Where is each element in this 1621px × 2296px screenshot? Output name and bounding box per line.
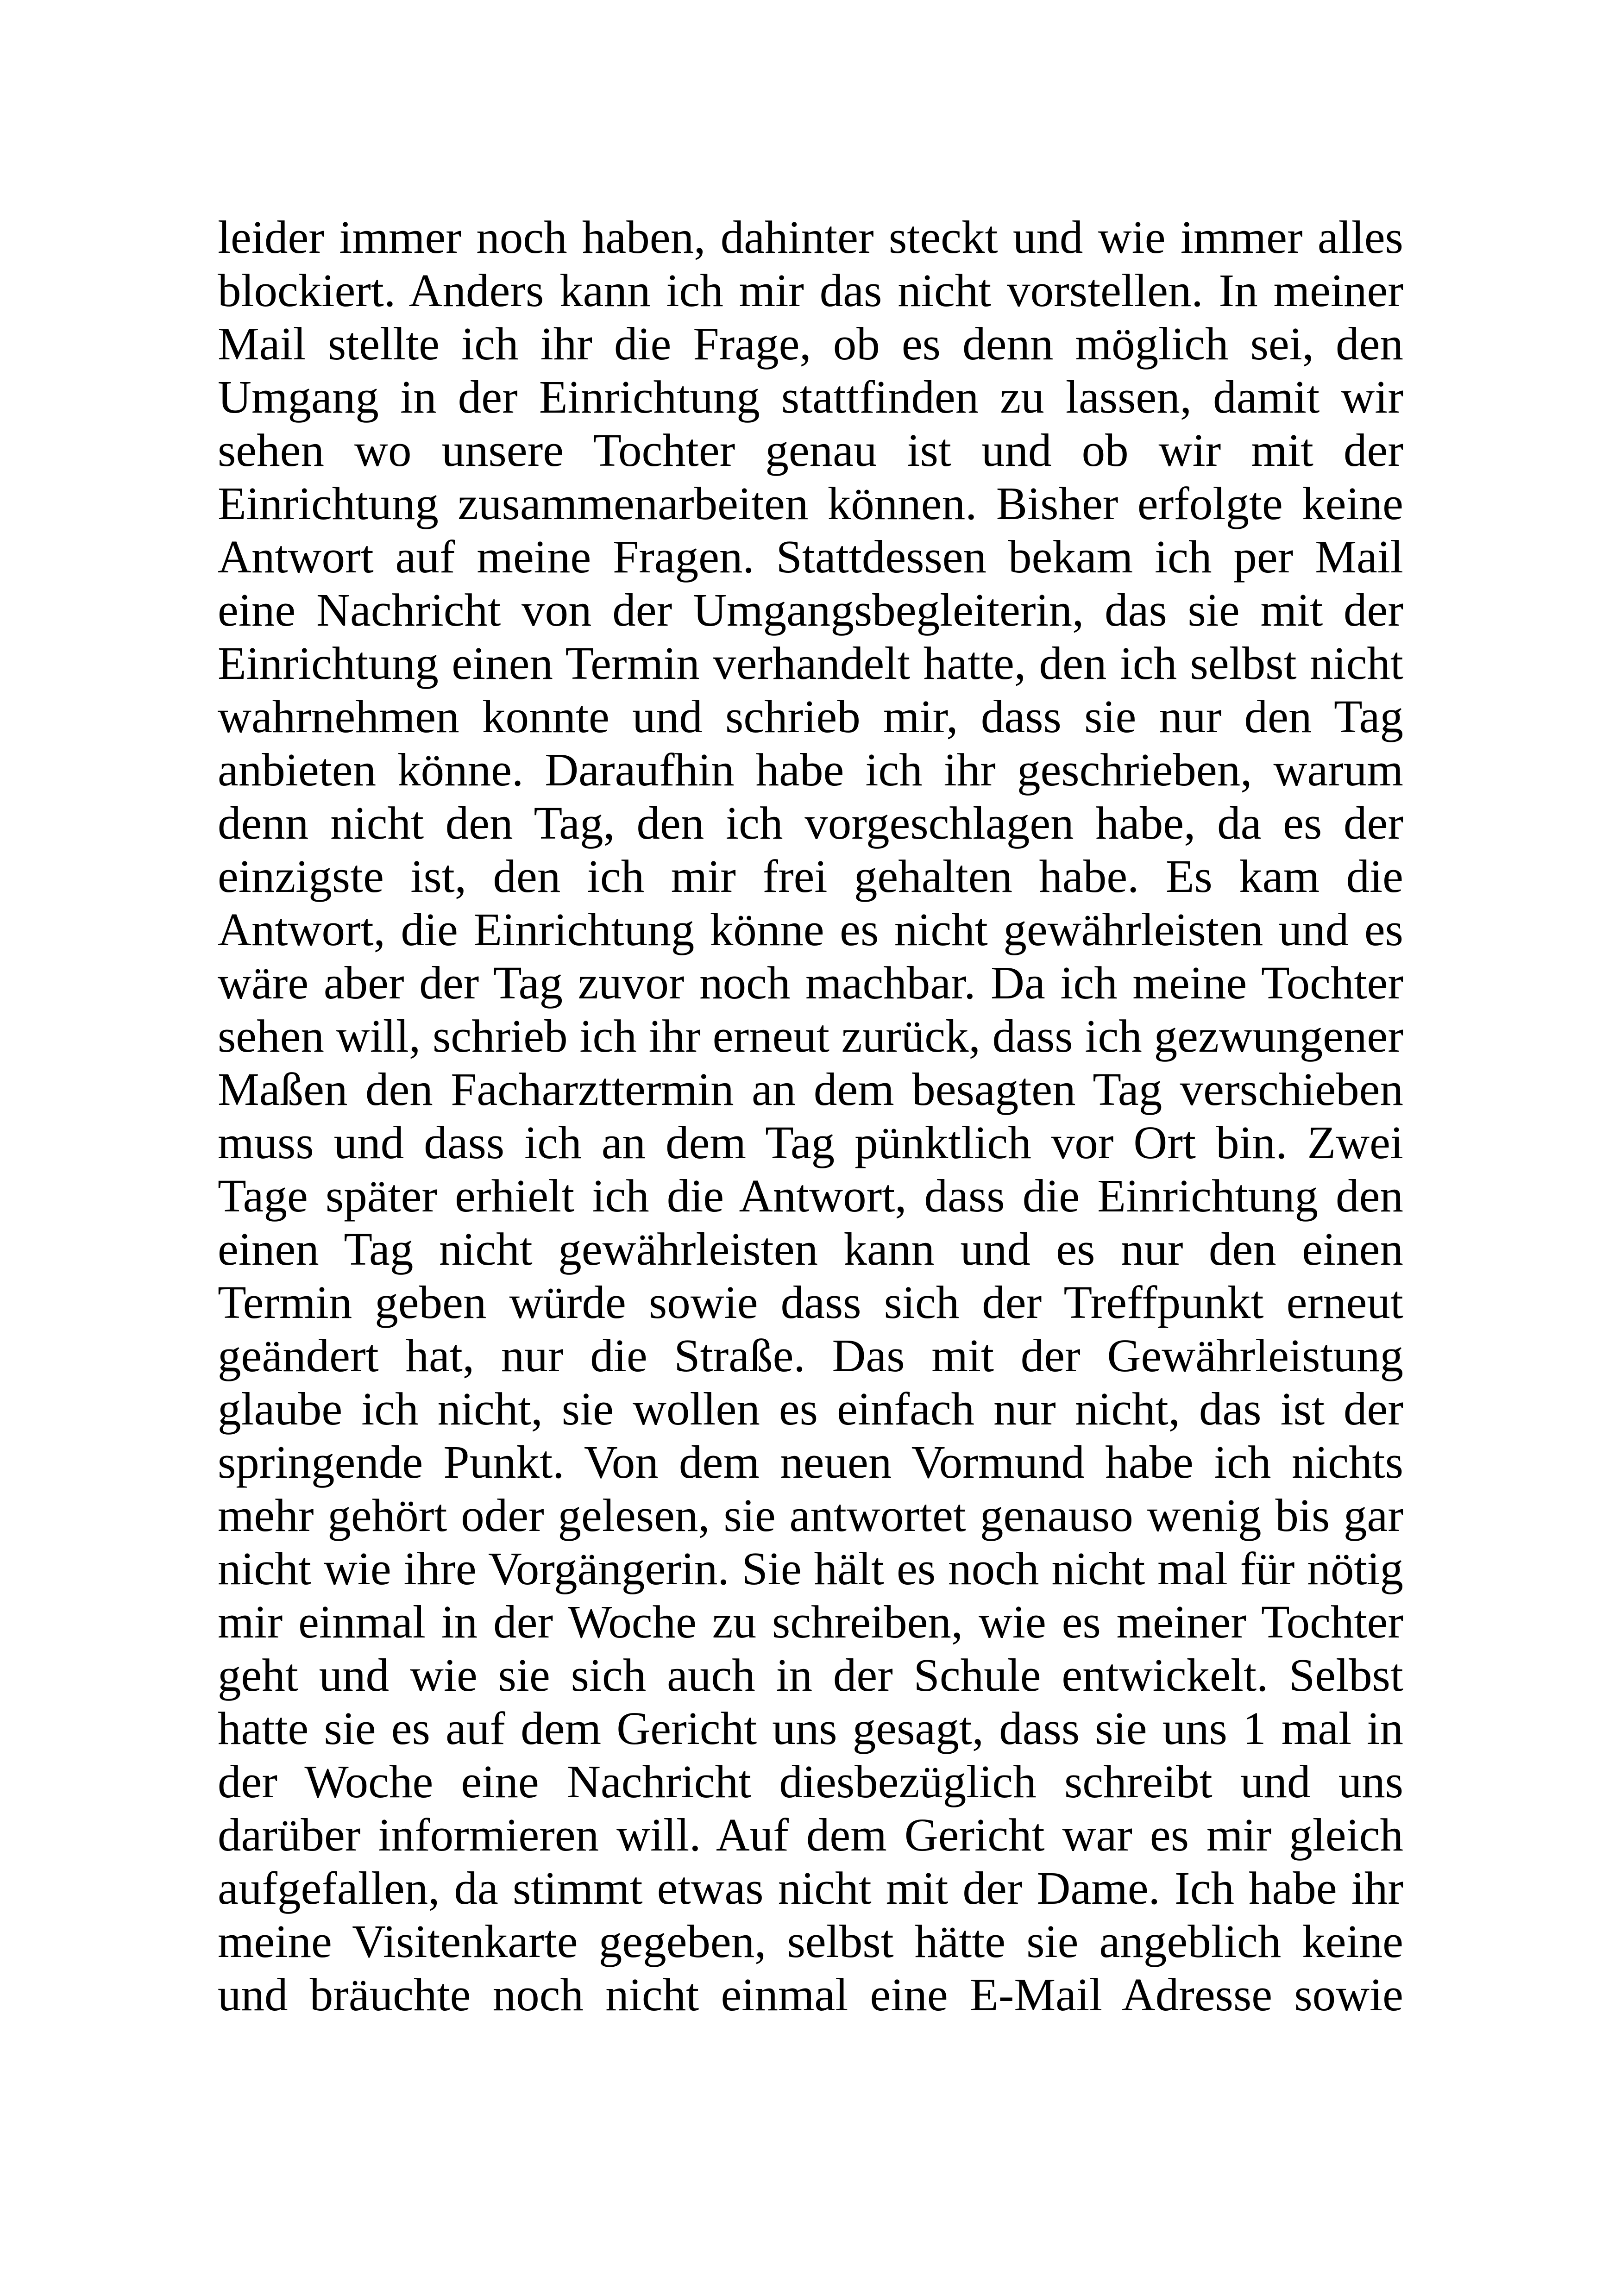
text-line: einzigste ist, den ich mir frei gehalten habe. Es kam die <box>218 850 1403 902</box>
text-line: eine Nachricht von der Umgangsbegleiterin, das sie mit der <box>218 584 1403 636</box>
text-line: Antwort auf meine Fragen. Stattdessen bekam ich per Mail <box>218 531 1403 583</box>
text-line: glaube ich nicht, sie wollen es einfach nur nicht, das ist der <box>218 1383 1403 1435</box>
text-line: der Woche eine Nachricht diesbezüglich schreibt und uns <box>218 1756 1403 1807</box>
text-line: Einrichtung zusammenarbeiten können. Bisher erfolgte keine <box>218 477 1403 529</box>
text-line: Einrichtung einen Termin verhandelt hatte, den ich selbst nicht <box>218 637 1403 689</box>
text-line: Tage später erhielt ich die Antwort, dass die Einrichtung den <box>218 1170 1403 1222</box>
text-line: springende Punkt. Von dem neuen Vormund habe ich nichts <box>218 1436 1403 1488</box>
text-line: mehr gehört oder gelesen, sie antwortet genauso wenig bis gar <box>218 1489 1403 1541</box>
text-line: Maßen den Facharzttermin an dem besagten Tag verschieben <box>218 1063 1403 1115</box>
text-line: Antwort, die Einrichtung könne es nicht gewährleisten und es <box>218 903 1403 955</box>
text-line: Mail stellte ich ihr die Frage, ob es denn möglich sei, den <box>218 318 1403 370</box>
text-line: denn nicht den Tag, den ich vorgeschlagen habe, da es der <box>218 797 1403 849</box>
text-line: Termin geben würde sowie dass sich der Treffpunkt erneut <box>218 1276 1403 1328</box>
text-line: sehen will, schrieb ich ihr erneut zurück, dass ich gezwungener <box>218 1010 1403 1062</box>
text-line: hatte sie es auf dem Gericht uns gesagt, dass sie uns 1 mal in <box>218 1702 1403 1754</box>
text-line: meine Visitenkarte gegeben, selbst hätte sie angeblich keine <box>218 1915 1403 1967</box>
text-line: nicht wie ihre Vorgängerin. Sie hält es noch nicht mal für nötig <box>218 1543 1403 1594</box>
text-line: mir einmal in der Woche zu schreiben, wie es meiner Tochter <box>218 1596 1403 1648</box>
text-line: wäre aber der Tag zuvor noch machbar. Da ich meine Tochter <box>218 957 1403 1009</box>
text-line: geht und wie sie sich auch in der Schule entwickelt. Selbst <box>218 1649 1403 1701</box>
text-line: leider immer noch haben, dahinter steckt und wie immer alles <box>218 211 1403 263</box>
text-line: einen Tag nicht gewährleisten kann und es nur den einen <box>218 1223 1403 1275</box>
text-line: Umgang in der Einrichtung stattfinden zu lassen, damit wir <box>218 371 1403 423</box>
text-line: darüber informieren will. Auf dem Gericht war es mir gleich <box>218 1809 1403 1861</box>
text-line: wahrnehmen konnte und schrieb mir, dass sie nur den Tag <box>218 690 1403 742</box>
text-line: geändert hat, nur die Straße. Das mit der Gewährleistung <box>218 1330 1403 1381</box>
text-line: aufgefallen, da stimmt etwas nicht mit der Dame. Ich habe ihr <box>218 1862 1403 1914</box>
text-line: anbieten könne. Daraufhin habe ich ihr geschrieben, warum <box>218 744 1403 796</box>
text-line: und bräuchte noch nicht einmal eine E-Mail Adresse sowie <box>218 1969 1403 2020</box>
text-line: sehen wo unsere Tochter genau ist und ob wir mit der <box>218 424 1403 476</box>
text-line: blockiert. Anders kann ich mir das nicht vorstellen. In meiner <box>218 264 1403 316</box>
text-line: muss und dass ich an dem Tag pünktlich vor Ort bin. Zwei <box>218 1117 1403 1168</box>
body-text <box>218 211 1403 2021</box>
